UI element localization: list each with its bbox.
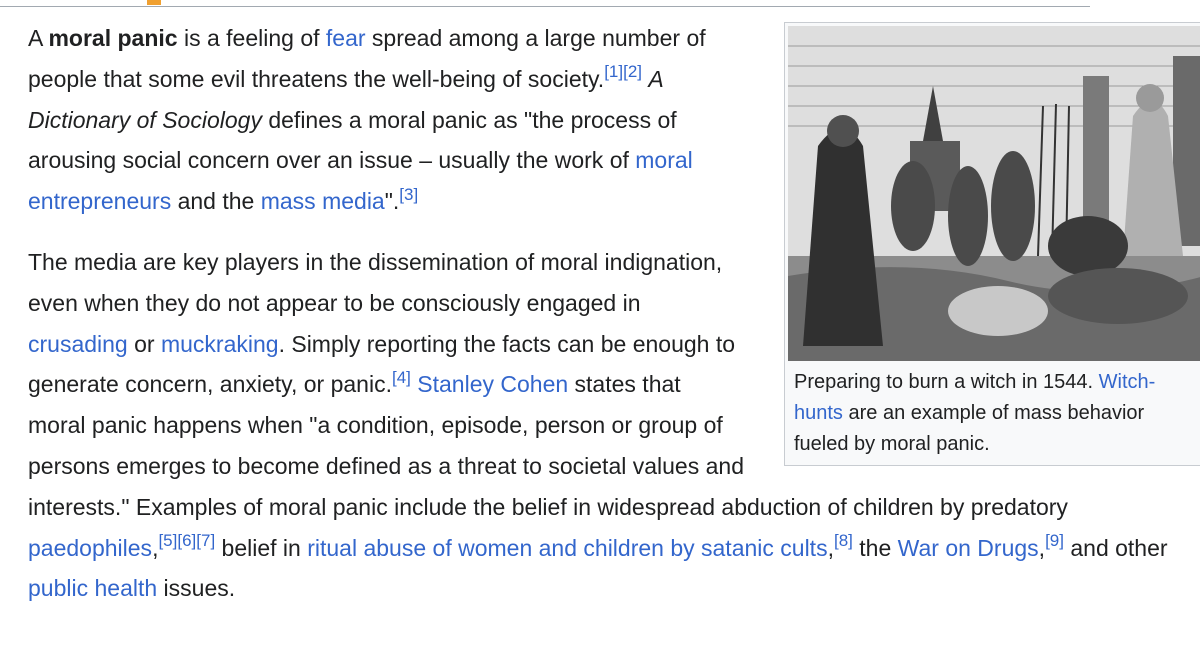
citation-link[interactable]: [7] (196, 530, 216, 550)
term-bold: moral panic (48, 25, 178, 51)
text: defines a moral panic as "the process of arousing social concern over an issue – usually the work of (28, 106, 677, 174)
witch-hunts-link[interactable]: Witch-hunts (794, 371, 1156, 424)
citation-9[interactable] (1045, 531, 1064, 550)
citation-link[interactable]: [9] (1045, 530, 1064, 550)
ritual-abuse-link[interactable]: ritual abuse of women and children by satanic cults (307, 534, 828, 561)
text: states that moral panic happens when "a condition, episode, person or group of persons emerges to become defined as a threat to societal values and interests." Examples of moral panic include the belief in widespread abduction of children by predatory (28, 371, 1068, 520)
text: , (827, 534, 834, 561)
citation-6[interactable] (177, 531, 196, 550)
text: and other (1063, 534, 1168, 561)
text: The media are key players in the dissemination of moral indignation, even when they do not appear to be consciously engaged in (28, 248, 723, 316)
citation-7[interactable] (196, 531, 215, 550)
citation-link[interactable]: [4] (391, 367, 411, 387)
text: belief in (215, 534, 308, 561)
accent-marker (147, 0, 161, 5)
text: ". (384, 188, 400, 215)
stanley-cohen-link[interactable]: Stanley Cohen (417, 371, 569, 398)
witch-burning-engraving-image[interactable] (788, 26, 1200, 361)
text: , (1038, 534, 1046, 561)
citation-1[interactable] (604, 62, 623, 81)
text: A (28, 25, 49, 51)
citation-8[interactable] (834, 531, 853, 550)
book-title: A Dictionary of Sociology (28, 65, 663, 133)
caption-text: are an example of mass behavior fueled by moral panic. (794, 402, 1145, 455)
caption-text: Preparing to burn a witch in 1544. (794, 371, 1099, 393)
citation-5[interactable] (158, 531, 177, 550)
section-divider (0, 0, 1090, 7)
moral-entrepreneurs-link[interactable]: moral entrepreneurs (28, 147, 693, 215)
figure-caption (788, 361, 1200, 462)
public-health-link[interactable]: public health (28, 575, 158, 602)
mass-media-link[interactable]: mass media (260, 188, 385, 215)
text: . Simply reporting the facts can be enough to generate concern, anxiety, or panic. (28, 330, 736, 398)
citation-link[interactable]: [6] (177, 530, 197, 550)
citation-4[interactable] (392, 368, 411, 387)
figure-thumbnail (784, 22, 1200, 466)
text: is a feeling of (177, 25, 326, 51)
muckraking-link[interactable]: muckraking (160, 330, 279, 357)
war-on-drugs-link[interactable]: War on Drugs (897, 534, 1039, 561)
text: spread among a large number of people that some evil threatens the well-being of society. (28, 25, 706, 92)
citation-link[interactable]: [2] (623, 62, 642, 82)
citation-3[interactable] (399, 185, 418, 204)
crusading-link[interactable]: crusading (28, 330, 128, 357)
text: , (152, 534, 159, 561)
citation-link[interactable]: [3] (399, 184, 419, 204)
citation-link[interactable]: [8] (833, 530, 853, 550)
fear-link[interactable]: fear (325, 25, 366, 51)
article-body (28, 18, 1198, 609)
text: issues. (157, 575, 236, 602)
text: the (852, 534, 898, 561)
text: or (127, 330, 161, 357)
citation-link[interactable]: [5] (158, 530, 178, 550)
citation-link[interactable]: [1] (604, 62, 624, 82)
citation-2[interactable] (623, 62, 642, 81)
text: and the (171, 188, 261, 215)
paedophiles-link[interactable]: paedophiles (28, 534, 153, 561)
